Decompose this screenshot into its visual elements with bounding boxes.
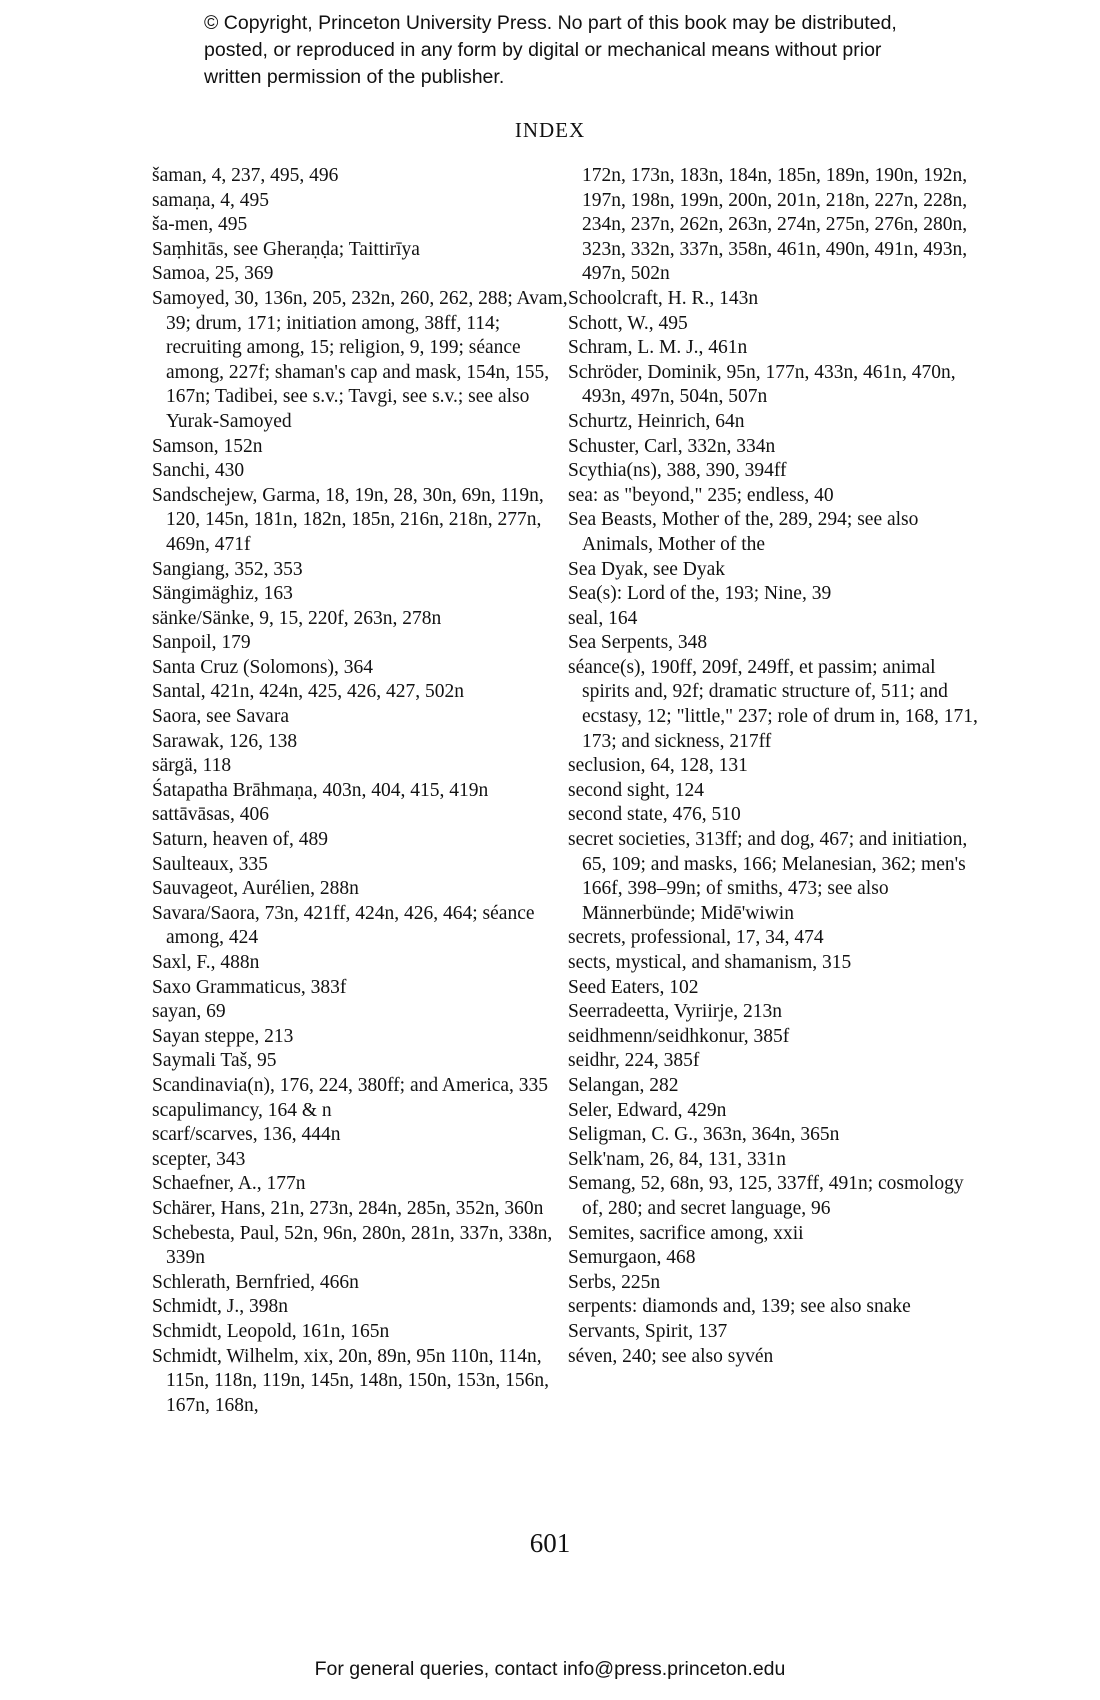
- index-entry: Seler, Edward, 429n: [568, 1099, 727, 1121]
- index-entry: séven, 240; see also syvén: [568, 1345, 774, 1367]
- index-entry: Schmidt, Wilhelm, xix, 20n, 89n, 95n 110n, 114n, 115n, 118n, 119n, 145n, 148n, 150n, 153n, 156n, 167n, 168n,: [152, 1345, 549, 1416]
- index-entry: särgä, 118: [152, 755, 232, 777]
- index-entry: Śatapatha Brāhmaṇa, 403n, 404, 415, 419n: [152, 779, 489, 801]
- index-entry: Semang, 52, 68n, 93, 125, 337ff, 491n; cosmology of, 280; and secret language, 96: [568, 1173, 964, 1219]
- index-entry: Schmidt, Leopold, 161n, 165n: [152, 1320, 390, 1342]
- index-entry: Sandschejew, Garma, 18, 19n, 28, 30n, 69n, 119n, 120, 145n, 181n, 182n, 185n, 216n, 218n, 277n, 469n, 471f: [152, 484, 544, 555]
- index-entry: ša-men, 495: [152, 214, 248, 236]
- index-entry: Santa Cruz (Solomons), 364: [152, 656, 373, 678]
- index-entry: Schurtz, Heinrich, 64n: [568, 410, 745, 432]
- index-entry: Schlerath, Bernfried, 466n: [152, 1271, 359, 1293]
- index-entry: samaṇa, 4, 495: [152, 189, 269, 211]
- index-entry: seidhr, 224, 385f: [568, 1050, 700, 1072]
- index-entry: Schröder, Dominik, 95n, 177n, 433n, 461n, 470n, 493n, 497n, 504n, 507n: [568, 361, 956, 408]
- index-entry: seclusion, 64, 128, 131: [568, 755, 748, 777]
- index-entry: Samoyed, 30, 136n, 205, 232n, 260, 262, 288; Avam, 39; drum, 171; initiation among, 38ff, 114; recruiting among, 15; religion, 9, 199; séance among, 227f; shaman's cap and mask, 154n, 155, 167n; Tadibei, see s.v.; Tavgi, see s.v.; see also Yurak-Samoyed: [152, 287, 568, 432]
- index-entry: Selangan, 282: [568, 1074, 679, 1096]
- index-entry: Sea Dyak, see Dyak: [568, 558, 726, 580]
- index-entry: Schram, L. M. J., 461n: [568, 337, 748, 359]
- index-column-right: [568, 164, 988, 1369]
- index-entry: Schuster, Carl, 332n, 334n: [568, 435, 776, 457]
- index-entry: Servants, Spirit, 137: [568, 1320, 728, 1342]
- index-entry: Semites, sacrifice among, xxii: [568, 1222, 804, 1244]
- index-entry: Samson, 152n: [152, 435, 263, 457]
- index-entry: Sängimäghiz, 163: [152, 583, 293, 605]
- index-entry: second sight, 124: [568, 779, 704, 801]
- index-entry: serpents: diamonds and, 139; see also snake: [568, 1296, 911, 1318]
- index-entry: Sanchi, 430: [152, 460, 245, 482]
- index-entry: sea: as "beyond," 235; endless, 40: [568, 484, 834, 506]
- index-entry: Schärer, Hans, 21n, 273n, 284n, 285n, 352n, 360n: [152, 1197, 544, 1219]
- index-entry: Sauvageot, Aurélien, 288n: [152, 878, 359, 900]
- index-entry: sattāvāsas, 406: [152, 804, 269, 826]
- index-entry: Savara/Saora, 73n, 421ff, 424n, 426, 464; séance among, 424: [152, 902, 535, 949]
- index-entry: Scythia(ns), 388, 390, 394ff: [568, 460, 787, 482]
- index-entry: Schaefner, A., 177n: [152, 1173, 306, 1195]
- index-entry: séance(s), 190ff, 209f, 249ff, et passim; animal spirits and, 92f; dramatic structure of, 511; and ecstasy, 12; "little," 237; role of drum in, 168, 171, 173; and sickness, 217ff: [568, 656, 978, 752]
- index-entry: Saulteaux, 335: [152, 853, 268, 875]
- running-header: INDEX: [514, 118, 586, 142]
- index-entry: Saymali Taš, 95: [152, 1050, 277, 1072]
- index-entry: scarf/scarves, 136, 444n: [152, 1124, 341, 1146]
- index-entry: Sea(s): Lord of the, 193; Nine, 39: [568, 583, 832, 605]
- index-entry: Schott, W., 495: [568, 312, 688, 334]
- index-entry: sänke/Sänke, 9, 15, 220f, 263n, 278n: [152, 607, 442, 629]
- index-entry: Samoa, 25, 369: [152, 263, 274, 285]
- index-entry: Serbs, 225n: [568, 1271, 661, 1293]
- index-entry: Schmidt, J., 398n: [152, 1296, 288, 1318]
- index-entry: Sangiang, 352, 353: [152, 558, 303, 580]
- index-entry: Seerradeetta, Vyriirje, 213n: [568, 1001, 783, 1023]
- index-entry: scapulimancy, 164 & n: [152, 1099, 332, 1121]
- copyright-notice: © Copyright, Princeton University Press. No part of this book may be distributed, posted, or reproduced in any form by digital or mechanical means without prior written permission of the publisher.: [204, 12, 897, 88]
- index-entry: seidhmenn/seidhkonur, 385f: [568, 1025, 790, 1047]
- index-entry: šaman, 4, 237, 495, 496: [152, 165, 339, 186]
- contact-footer: For general queries, contact info@press.princeton.edu: [314, 1658, 786, 1680]
- index-entry: sayan, 69: [152, 1001, 226, 1023]
- index-entry: Scandinavia(n), 176, 224, 380ff; and America, 335: [152, 1074, 549, 1096]
- index-entry: Seligman, C. G., 363n, 364n, 365n: [568, 1124, 840, 1146]
- index-entry: Semurgaon, 468: [568, 1247, 696, 1269]
- index-entry: Saxo Grammaticus, 383f: [152, 976, 347, 998]
- index-entry-continuation: 172n, 173n, 183n, 184n, 185n, 189n, 190n, 192n, 197n, 198n, 199n, 200n, 201n, 218n, 227n, 228n, 234n, 237n, 262n, 263n, 274n, 275n, 276n, 280n, 323n, 332n, 337n, 358n, 461n, 490n, 491n, 493n, 497n, 502n: [582, 165, 968, 285]
- index-entry: second state, 476, 510: [568, 804, 741, 826]
- index-entry: Saṃhitās, see Gheraṇḍa; Taittirīya: [152, 238, 420, 260]
- index-entry: secrets, professional, 17, 34, 474: [568, 927, 824, 949]
- index-entry: Schebesta, Paul, 52n, 96n, 280n, 281n, 337n, 338n, 339n: [152, 1222, 553, 1269]
- index-entry: Sea Serpents, 348: [568, 632, 708, 654]
- index-entry: Seed Eaters, 102: [568, 976, 699, 998]
- index-entry: sects, mystical, and shamanism, 315: [568, 952, 852, 973]
- index-entry: seal, 164: [568, 607, 638, 629]
- index-entry: Sea Beasts, Mother of the, 289, 294; see also Animals, Mother of the: [568, 509, 919, 555]
- index-entry: Selk'nam, 26, 84, 131, 331n: [568, 1148, 787, 1170]
- index-column-left: [152, 164, 572, 1418]
- index-entry: Sanpoil, 179: [152, 632, 251, 654]
- index-entry: Sarawak, 126, 138: [152, 730, 298, 752]
- index-entry: Sayan steppe, 213: [152, 1025, 294, 1047]
- index-entry: Saora, see Savara: [152, 706, 289, 728]
- page-number: 601: [529, 1528, 571, 1558]
- index-entry: Santal, 421n, 424n, 425, 426, 427, 502n: [152, 681, 464, 703]
- index-entry: Saturn, heaven of, 489: [152, 829, 328, 851]
- index-entry: Schoolcraft, H. R., 143n: [568, 287, 759, 309]
- index-entry: Saxl, F., 488n: [152, 952, 260, 973]
- index-entry: scepter, 343: [152, 1148, 246, 1170]
- index-entry: secret societies, 313ff; and dog, 467; and initiation, 65, 109; and masks, 166; Melanesian, 362; men's 166f, 398–99n; of smiths, 473; see also Männerbünde; Midē'wiwin: [568, 829, 968, 924]
